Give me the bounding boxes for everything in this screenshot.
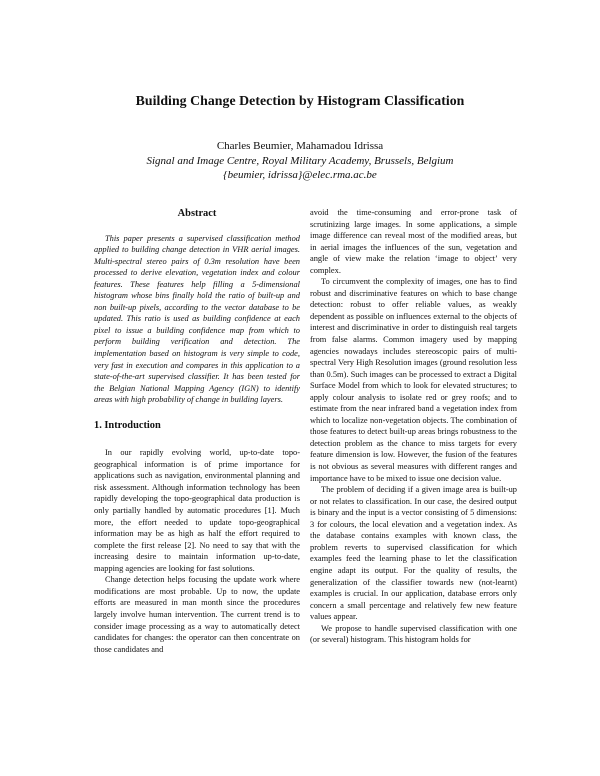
intro-paragraph-1: In our rapidly evolving world, up-to-date topo-geographical information is of prime importance for applications such as navigation, environmental planning and risk assessment. Although information technology has been rapidly developing the topo-geographical data production is only partially handled by automatic procedures [1]. Much more, the effort needed to update topo-geographical information may be as high as half the effort required to complete the first release [2]. No need to say that with the increasing desire to maintain information up-to-date, mapping agencies are looking for fast solutions. <box>94 448 300 573</box>
abstract-heading: Abstract <box>177 208 217 219</box>
paper-title: Building Change Detection by Histogram Classification <box>135 93 465 108</box>
author-email: {beumier, idrissa}@elec.rma.ac.be <box>223 169 377 181</box>
left-column <box>94 208 300 655</box>
right-paragraph-classification: The problem of deciding if a given image area is built-up or not relates to classification. In our case, the desired output is binary and the input is a vector consisting of 5 dimensions: 3 for colours, the local elevation and a vegetation index. As the database contains examples with known class, the problem reverts to supervised classification for which examples feed the learning phase to let the classification engine adapt its output. For the quality of results, the generalization of the classifier towards new (not-learnt) examples is crucial. In our application, database errors only concern a small percentage and relatively few new feature values appear. <box>310 485 517 622</box>
right-column <box>310 207 517 646</box>
author-block <box>0 139 600 183</box>
right-paragraph-features: To circumvent the complexity of images, one has to find robust and discriminative features on which to base change detection: robust to offer reliable values, as weakly dependent as possible on influences external to the objects of interest and discriminative in order to distinguish real targets from false alarms. Common imagery used by mapping agencies nowadays includes stereoscopic pairs of multi-spectral Very High Resolution images (ground resolution less than 0.5m). Such images can be processed to extract a Digital Surface Model from which to look for elevated structures; to apply colour analysis to isolate red or grey roofs; and to estimate from the near infrared band a vegetation index from which to localize non-vegetation objects. The combination of those features to detect built-up areas brings robustness to the detection problem as the chance to miss targets for every feature dimension is low. However, the fusion of the features is not obvious as several measures with different ranges and importance have to be mixed to issue one decision value. <box>310 277 517 483</box>
right-paragraph-continued: avoid the time-consuming and error-prone task of scrutinizing large images. In some applications, a simple image difference can reveal most of the modified areas, but in aerial images the influences of the sun, vegetation and angle of view make the relation ‘image to object’ very complex. <box>310 208 517 275</box>
section-heading-introduction: 1. Introduction <box>94 419 161 431</box>
intro-paragraph-2: Change detection helps focusing the update work where modifications are most probable. Up to now, the update efforts are measured in man month since the procedures largely involve human intervention. The current trend is to consider image processing as a way to automatically detect candidates for changes: the operator can then concentrate on those candidates and <box>94 575 300 654</box>
abstract-text: This paper presents a supervised classification method applied to building change detection in VHR aerial images. Multi-spectral stereo pairs of 0.3m resolution have been processed to derive elevation, vegetation index and colour features. These features help filling a 5-dimensional histogram whose bins finally hold the ratio of built-up and non built-up pixels, according to the vector database to be updated. This ratio is used as building confidence at each pixel to issue a building confidence map from which to perform building verification and detection. The implementation based on histogram is very simple to code, very fast in execution and compares in this application to a state-of-the-art supervised classifier. It has been tested for the Belgian National Mapping Agency (IGN) to identify areas with high probability of change in building layers. <box>94 233 300 405</box>
right-paragraph-histogram: We propose to handle supervised classification with one (or several) histogram. This histogram holds for <box>310 623 517 645</box>
author-names: Charles Beumier, Mahamadou Idrissa <box>216 140 384 152</box>
author-affiliation: Signal and Image Centre, Royal Military Academy, Brussels, Belgium <box>146 154 454 167</box>
